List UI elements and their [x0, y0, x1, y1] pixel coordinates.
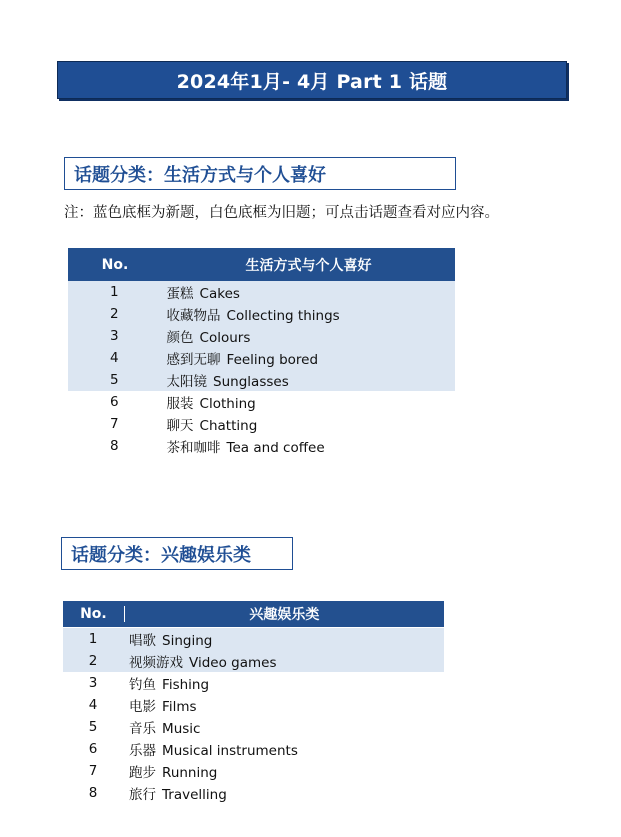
topic-name-en: Chatting: [199, 418, 258, 434]
topic-link[interactable]: [123, 651, 444, 671]
topic-name-en: Fishing: [162, 677, 210, 693]
topic-row[interactable]: [68, 303, 455, 325]
topic-link[interactable]: [161, 370, 455, 390]
topic-name-en: Feeling bored: [226, 352, 319, 368]
topic-row[interactable]: [63, 782, 444, 804]
topic-name-zh: 音乐: [129, 721, 157, 737]
topic-name-en: Video games: [189, 655, 277, 671]
table-body: [63, 628, 444, 804]
topic-link[interactable]: [161, 282, 455, 302]
topic-name-en: Collecting things: [226, 308, 340, 324]
topic-name-en: Music: [162, 721, 201, 737]
banner-title: 2024年1月- 4月 Part 1 话题: [176, 70, 448, 93]
topic-name-en: Films: [162, 699, 197, 715]
topic-link[interactable]: [161, 414, 455, 434]
topic-number: 6: [88, 741, 98, 757]
topic-number: 8: [109, 438, 119, 454]
topic-link[interactable]: [123, 695, 444, 715]
topic-row[interactable]: [63, 760, 444, 782]
topic-row[interactable]: [68, 435, 455, 457]
topic-name-en: Singing: [162, 633, 213, 649]
topic-name-zh: 服装: [166, 396, 194, 412]
section-title-lifestyle: [64, 157, 456, 190]
topic-link[interactable]: [123, 717, 444, 737]
topic-row[interactable]: [63, 694, 444, 716]
section-title-label: 话题分类：兴趣娱乐类: [71, 544, 251, 566]
topic-row[interactable]: [63, 650, 444, 672]
topic-name-en: Sunglasses: [213, 374, 289, 390]
topic-link[interactable]: [123, 673, 444, 693]
topic-number: 4: [88, 697, 98, 713]
topic-number: 8: [88, 785, 98, 801]
header-topic: 兴趣娱乐类: [249, 607, 320, 623]
topic-name-zh: 茶和咖啡: [166, 440, 221, 456]
topic-name-en: Travelling: [162, 787, 227, 803]
topic-name-zh: 唱歌: [129, 633, 157, 649]
topic-row[interactable]: [68, 347, 455, 369]
topic-name-en: Tea and coffee: [226, 440, 325, 456]
topic-number: 2: [88, 653, 98, 669]
topic-name-zh: 钓鱼: [129, 677, 157, 693]
header-topic: 生活方式与个人喜好: [245, 257, 372, 274]
topic-number: 5: [88, 719, 98, 735]
topic-name-zh: 颜色: [166, 330, 194, 346]
topic-table-entertainment: [63, 601, 444, 804]
topic-row[interactable]: [63, 716, 444, 738]
page-banner: [57, 61, 567, 99]
topic-name-zh: 电影: [129, 699, 157, 715]
topic-row[interactable]: [63, 672, 444, 694]
topic-number: 6: [109, 394, 119, 410]
topic-row[interactable]: [68, 391, 455, 413]
topic-name-zh: 太阳镜: [166, 374, 208, 390]
topic-name-zh: 感到无聊: [166, 352, 221, 368]
topic-name-zh: 跑步: [129, 765, 157, 781]
topic-number: 1: [109, 284, 119, 300]
topic-number: 3: [88, 675, 98, 691]
table-header: [68, 248, 455, 281]
topic-link[interactable]: [161, 392, 455, 412]
topic-link[interactable]: [161, 436, 455, 456]
topic-link[interactable]: [161, 348, 455, 368]
topic-row[interactable]: [68, 325, 455, 347]
topic-link[interactable]: [123, 761, 444, 781]
topic-link[interactable]: [123, 629, 444, 649]
topic-row[interactable]: [68, 413, 455, 435]
topic-name-zh: 聊天: [166, 418, 194, 434]
section-title-entertainment: [61, 537, 293, 570]
topic-name-zh: 蛋糕: [166, 286, 194, 302]
topic-link[interactable]: [123, 783, 444, 803]
topic-number: 5: [109, 372, 119, 388]
table-body: [68, 281, 455, 457]
topic-name-en: Clothing: [199, 396, 256, 412]
table-header: [63, 601, 444, 628]
topic-name-zh: 视频游戏: [129, 655, 184, 671]
topic-name-zh: 收藏物品: [166, 308, 221, 324]
topic-number: 3: [109, 328, 119, 344]
topic-number: 2: [109, 306, 119, 322]
topic-row[interactable]: [63, 628, 444, 650]
topic-name-zh: 旅行: [129, 787, 157, 803]
topic-name-en: Musical instruments: [162, 743, 298, 759]
topic-number: 7: [88, 763, 98, 779]
topic-name-en: Cakes: [199, 286, 240, 302]
topic-table-lifestyle: [68, 248, 455, 457]
topic-name-zh: 乐器: [129, 743, 157, 759]
topic-row[interactable]: [68, 369, 455, 391]
topic-name-en: Colours: [199, 330, 251, 346]
topic-row[interactable]: [68, 281, 455, 303]
legend-note: 注：蓝色底框为新题，白色底框为旧题；可点击话题查看对应内容。: [64, 205, 499, 221]
topic-link[interactable]: [161, 326, 455, 346]
topic-link[interactable]: [161, 304, 455, 324]
topic-number: 4: [109, 350, 119, 366]
section-title-label: 话题分类：生活方式与个人喜好: [74, 164, 326, 186]
topic-link[interactable]: [123, 739, 444, 759]
topic-number: 1: [88, 631, 98, 647]
topic-name-en: Running: [162, 765, 218, 781]
header-no: No.: [101, 256, 129, 273]
topic-number: 7: [109, 416, 119, 432]
topic-row[interactable]: [63, 738, 444, 760]
header-no: No.: [63, 606, 125, 622]
